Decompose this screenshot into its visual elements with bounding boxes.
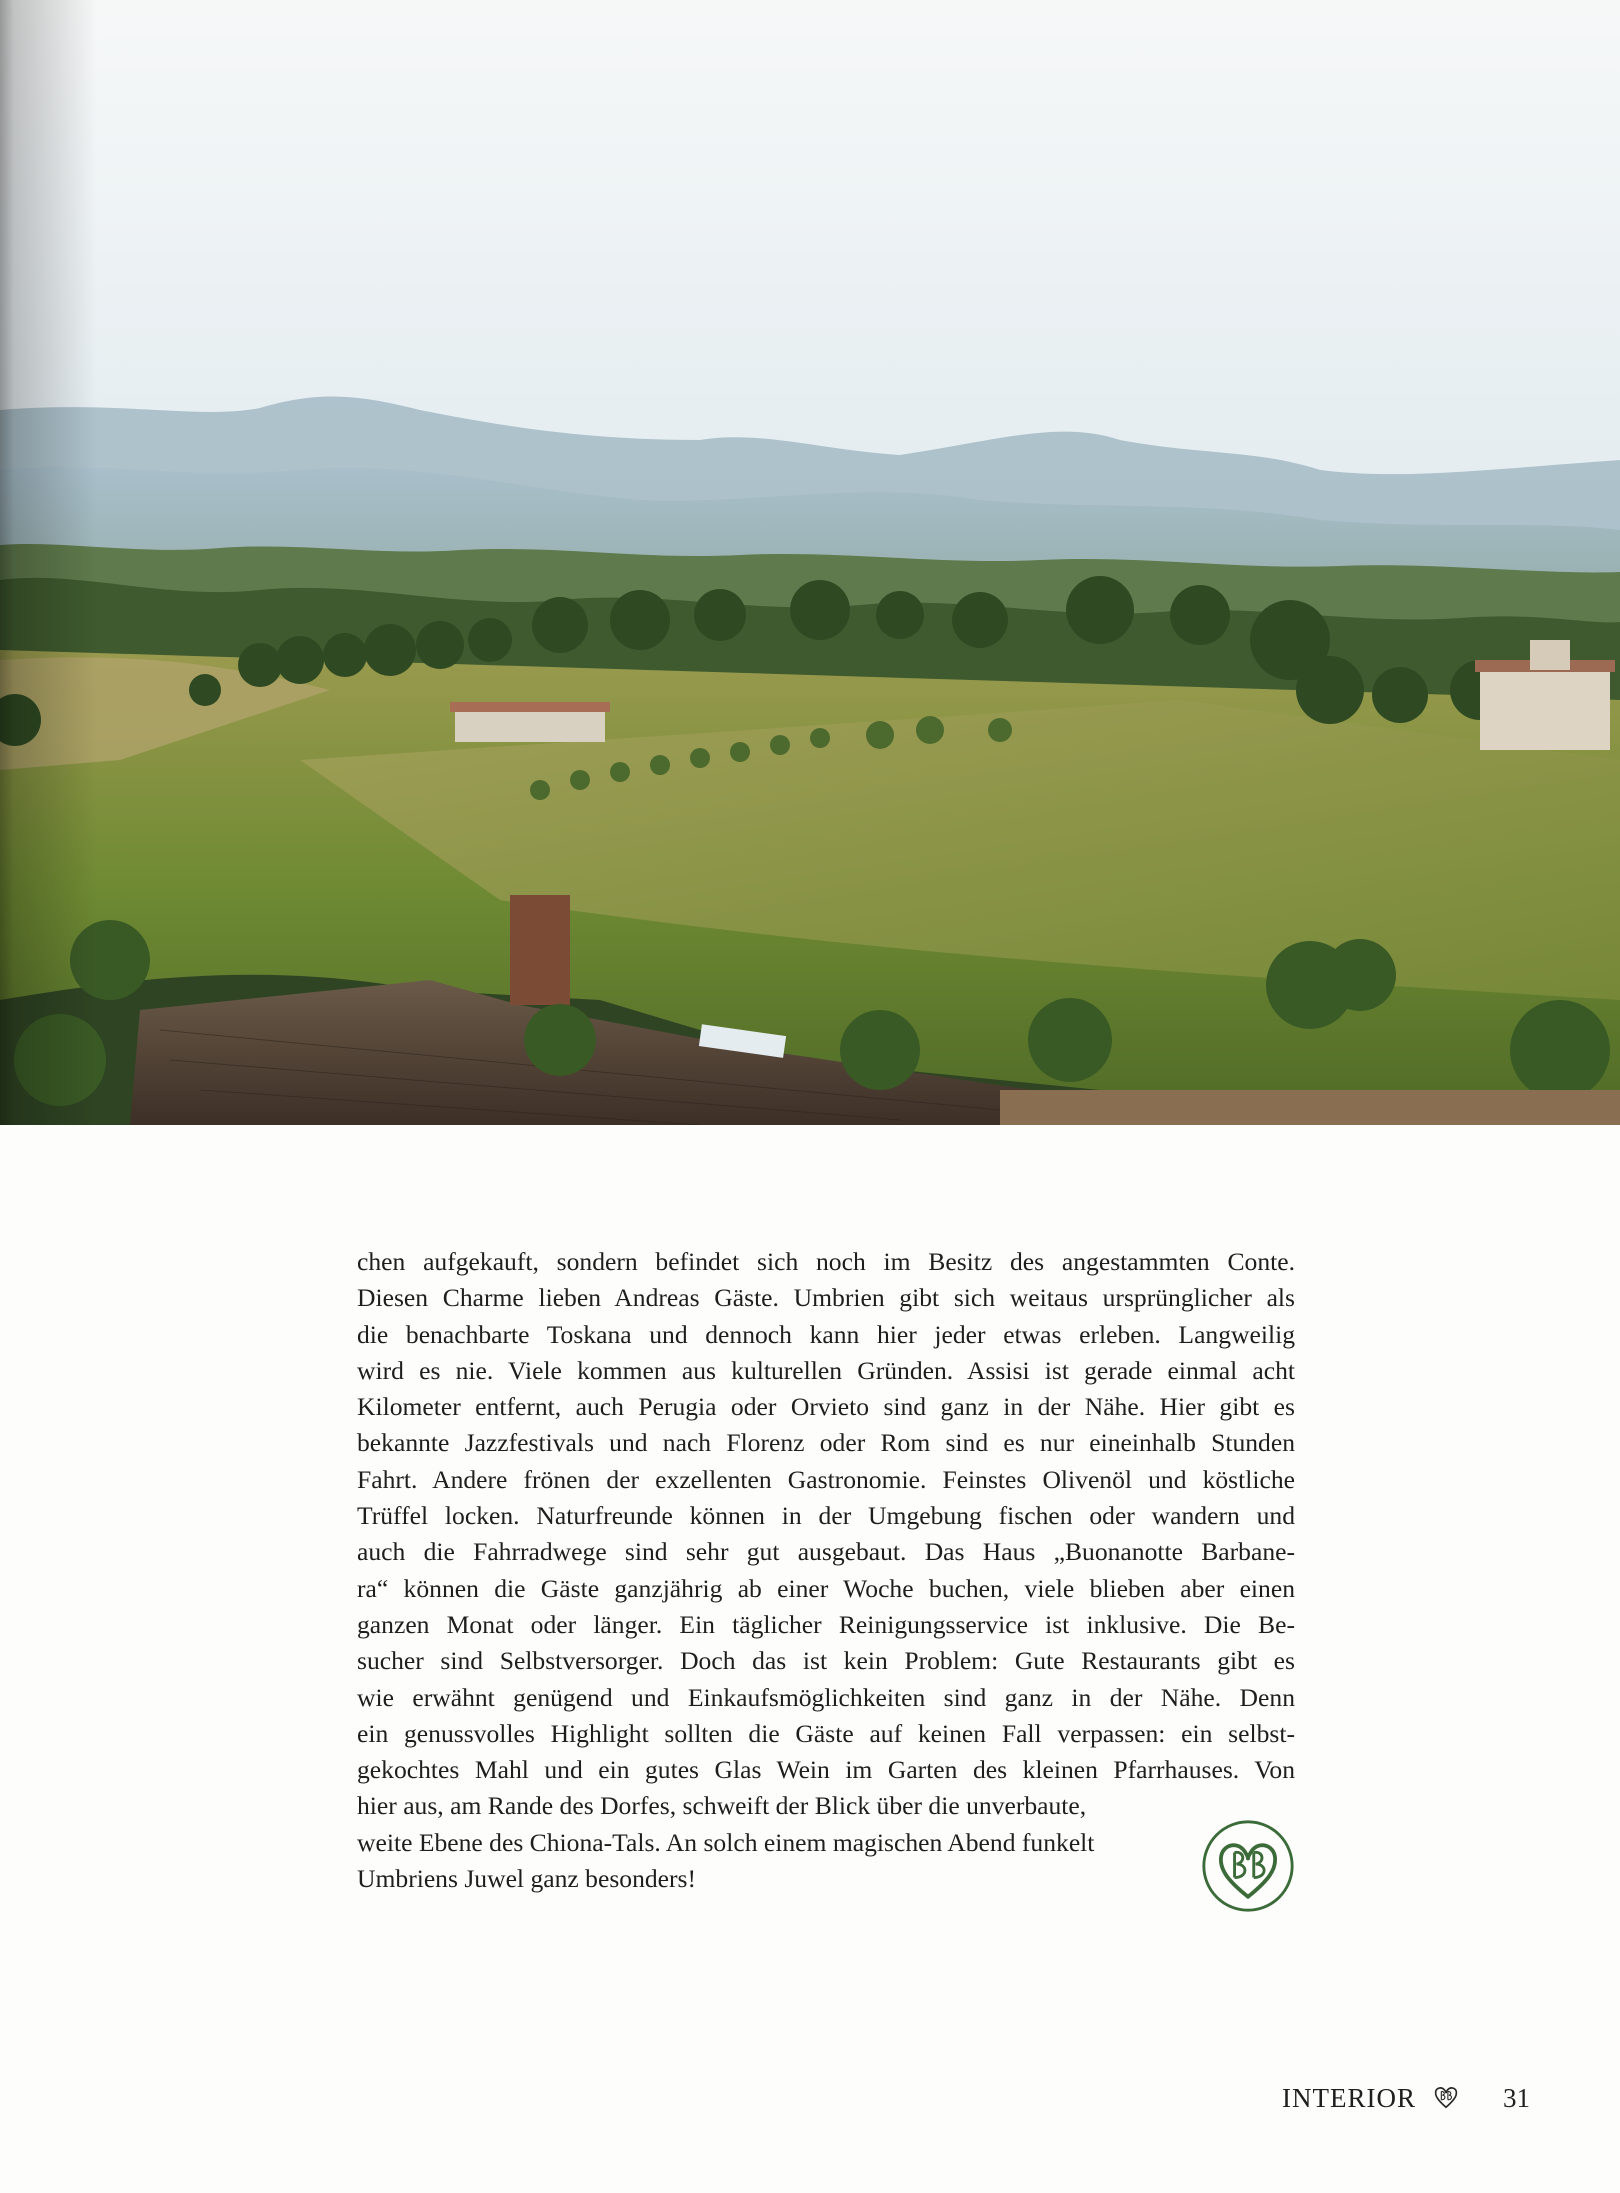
article-line: sucher sind Selbstversorger. Doch das ist kein Problem: Gute Restaurants gibt es [357,1646,1295,1676]
heart-monogram-icon [1432,2083,1460,2111]
page-number: 31 [1503,2083,1530,2113]
article-line: ein genussvolles Highlight sollten die Gäste auf keinen Fall verpassen: ein selbst- [357,1718,1295,1748]
article-line: Diesen Charme lieben Andreas Gäste. Umbrien gibt sich weitaus ursprünglicher als [357,1283,1295,1313]
article-line: bekannte Jazzfestivals und nach Florenz oder Rom sind es nur eineinhalb Stunden [357,1428,1295,1458]
article-line: Kilometer entfernt, auch Perugia oder Orvieto sind ganz in der Nähe. Hier gibt es [357,1392,1295,1422]
article-line: hier aus, am Rande des Dorfes, schweift der Blick über die unverbaute, [357,1791,1087,1821]
article-line: Trüffel locken. Naturfreunde können in der Umgebung fischen oder wandern und [357,1501,1295,1531]
article-line: chen aufgekauft, sondern befindet sich noch im Besitz des angestammten Conte. [357,1247,1295,1276]
article-line: die benachbarte Toskana und dennoch kann hier jeder etwas erleben. Langweilig [357,1319,1295,1349]
article-line: weite Ebene des Chiona-Tals. An solch einem magischen Abend funkelt [357,1827,1095,1857]
article-body [357,1244,1295,1897]
bb-heart-monogram-icon [1200,1818,1296,1914]
article-line: wie erwähnt genügend und Einkaufsmöglichkeiten sind ganz in der Nähe. Denn [357,1682,1295,1712]
article-line: ra“ können die Gäste ganzjährig ab einer Woche buchen, viele blieben aber einen [357,1573,1295,1603]
article-line: gekochtes Mahl und ein gutes Glas Wein im Garten des kleinen Pfarrhauses. Von [357,1755,1295,1785]
article-line: auch die Fahrradwege sind sehr gut ausgebaut. Das Haus „Buonanotte Barbane- [357,1537,1295,1567]
article-line: ganzen Monat oder länger. Ein täglicher Reinigungsservice ist inklusive. Die Be- [357,1609,1295,1639]
article-line: wird es nie. Viele kommen aus kulturellen Gründen. Assisi ist gerade einmal acht [357,1355,1295,1385]
article-line: Fahrt. Andere frönen der exzellenten Gastronomie. Feinstes Olivenöl und köstliche [357,1464,1295,1494]
article-line: Umbriens Juwel ganz besonders! [357,1864,697,1894]
footer-section-label: INTERIOR [1282,2083,1416,2113]
page-fold-shadow [0,0,14,1125]
